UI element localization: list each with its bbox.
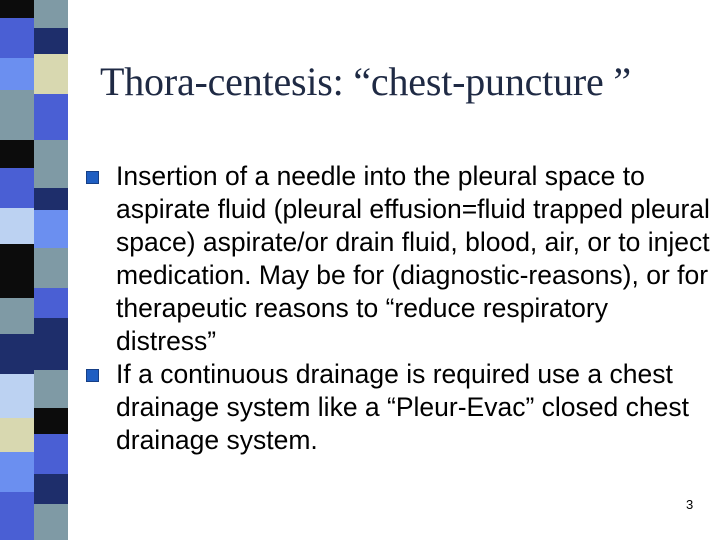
bullet-text: If a continuous drainage is required use a chest drainage system like a “Pleur-Evac” closed chest drainage system. [116, 359, 689, 455]
page-number: 3 [686, 497, 694, 512]
stripe-block [0, 208, 34, 244]
stripe-block [34, 408, 68, 434]
stripe-block [0, 0, 34, 18]
stripe-block [34, 140, 68, 188]
bullet-list [82, 160, 712, 457]
stripe-block [34, 28, 68, 54]
stripe-block [34, 0, 68, 28]
stripe-block [34, 474, 68, 504]
stripe-block [34, 54, 68, 94]
stripe-block [34, 434, 68, 474]
stripe-block [0, 418, 34, 452]
stripe-block [0, 244, 34, 298]
bullet-item [82, 358, 712, 457]
square-bullet-icon [86, 369, 99, 382]
decorative-stripe [0, 0, 74, 540]
stripe-block [34, 504, 68, 540]
stripe-block [0, 492, 34, 540]
stripe-block [34, 94, 68, 140]
stripe-block [0, 140, 34, 168]
stripe-block [0, 334, 34, 374]
stripe-block [0, 58, 34, 90]
stripe-block [0, 18, 34, 58]
stripe-block [0, 298, 34, 334]
bullet-text: Insertion of a needle into the pleural space to aspirate fluid (pleural effusion=fluid trapped pleural space) aspirate/or drain fluid, blood, air, or to inject medication. May be for (diagnostic-reasons), or for therapeutic reasons to “reduce respiratory distress” [116, 161, 710, 356]
stripe-block [34, 248, 68, 288]
stripe-block [34, 370, 68, 408]
slide-title: Thora-centesis: “chest-puncture ” [100, 59, 631, 104]
bullet-item [82, 160, 712, 358]
stripe-block [0, 452, 34, 492]
stripe-block [34, 188, 68, 210]
stripe-block [0, 374, 34, 418]
square-bullet-icon [86, 171, 99, 184]
stripe-block [0, 90, 34, 140]
stripe-block [34, 318, 68, 370]
stripe-block [34, 288, 68, 318]
stripe-block [0, 168, 34, 208]
stripe-block [34, 210, 68, 248]
